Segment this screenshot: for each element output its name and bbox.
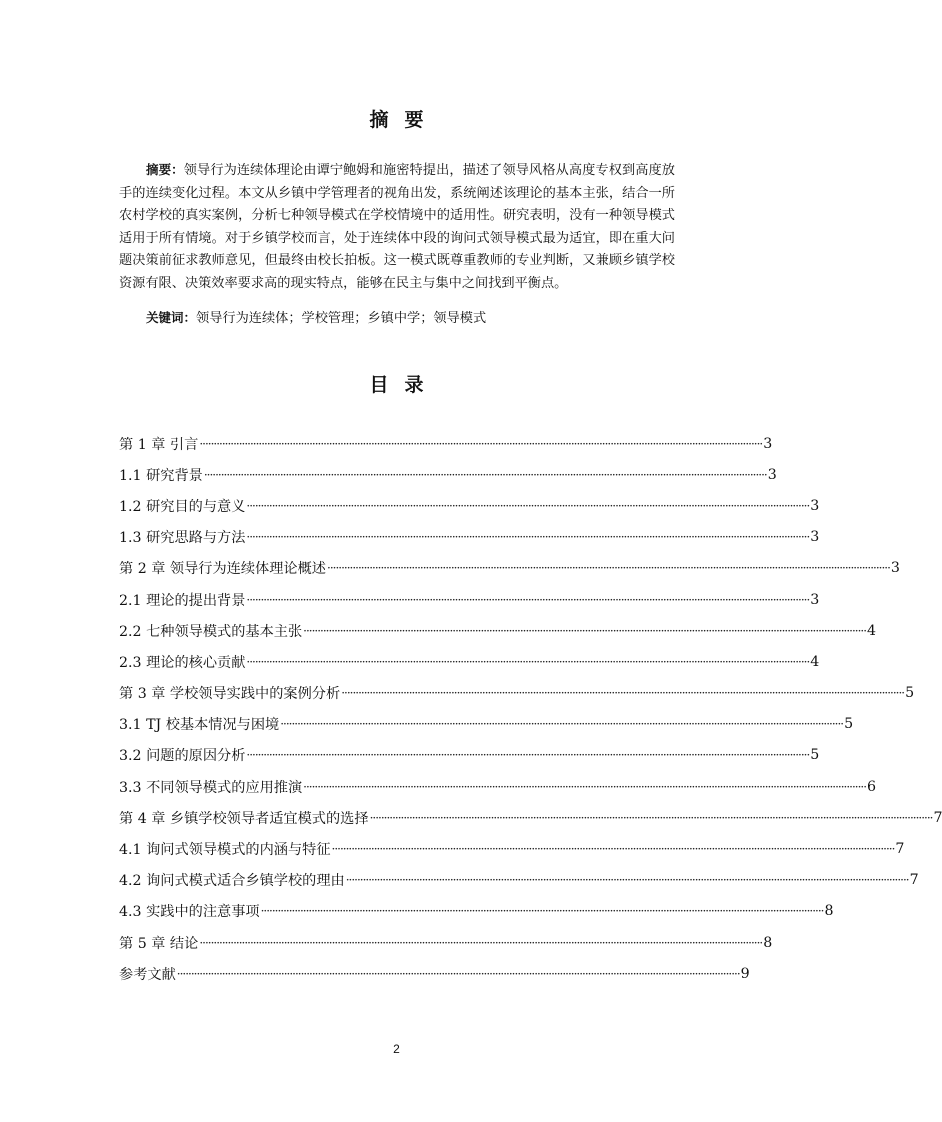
toc-entry-title: 2.2 七种领导模式的基本主张: [119, 621, 303, 641]
abstract-text: 领导行为连续体理论由谭宁鲍姆和施密特提出，描述了领导风格从高度专权到高度放手的连续变化过程。本文从乡镇中学管理者的视角出发，系统阐述该理论的基本主张，结合一所农村学校的真实案例，分析七种领导模式在学校情境中的适用性。研究表明，没有一种领导模式适用于所有情境。对于乡镇学校而言，处于连续体中段的询问式领导模式最为适宜，即在重大问题决策前征求教师意见，但最终由校长拍板。这一模式既尊重教师的专业判断，又兼顾乡镇学校资源有限、决策效率要求高的现实特点，能够在民主与集中之间找到平衡点。: [119, 163, 675, 291]
abstract-paragraph: [119, 159, 675, 295]
toc-entry-page-number: 8: [763, 934, 773, 951]
toc-entry-page-number: 3: [810, 591, 820, 608]
toc-entry[interactable]: [119, 709, 854, 740]
toc-entry-page-number: 7: [933, 809, 942, 826]
toc-dot-leader: ········································································································································································································: [246, 530, 810, 545]
toc-dot-leader: ········································································································································································································: [369, 810, 933, 825]
toc-entry[interactable]: [119, 490, 820, 521]
toc-dot-leader: ········································································································································································································: [246, 654, 810, 669]
toc-entry-title: 1.3 研究思路与方法: [119, 527, 246, 547]
toc-dot-leader: ········································································································································································································: [176, 966, 740, 981]
toc-entry-title: 4.2 询问式模式适合乡镇学校的理由: [119, 870, 346, 890]
abstract-heading-char: 要: [404, 109, 424, 131]
toc-entry-page-number: 4: [867, 622, 877, 639]
toc-entry-page-number: 3: [890, 560, 900, 577]
toc-entry-title: 第 3 章 学校领导实践中的案例分析: [119, 683, 341, 703]
toc-entry-page-number: 3: [763, 435, 773, 452]
toc-entry-title: 4.1 询问式领导模式的内涵与特征: [119, 839, 332, 859]
toc-entry-title: 3.1 TJ 校基本情况与困境: [119, 714, 280, 734]
toc-heading-char: 录: [404, 374, 424, 396]
toc-entry-page-number: 4: [810, 653, 820, 670]
abstract-heading-char: 摘: [369, 109, 389, 131]
toc-dot-leader: ········································································································································································································: [341, 686, 905, 701]
toc-dot-leader: ········································································································································································································: [246, 498, 810, 513]
toc-entry[interactable]: [119, 584, 820, 615]
toc-entry[interactable]: [119, 553, 900, 584]
toc-dot-leader: ········································································································································································································: [203, 467, 767, 482]
toc-dot-leader: ········································································································································································································: [260, 904, 824, 919]
toc-entry-title: 第 5 章 结论: [119, 933, 199, 953]
keywords-label: 关键词：: [146, 310, 197, 325]
toc-dot-leader: ········································································································································································································: [303, 623, 867, 638]
toc-entry[interactable]: [119, 833, 905, 864]
toc-entry-title: 第 4 章 乡镇学校领导者适宜模式的选择: [119, 808, 370, 828]
toc-entry-page-number: 5: [905, 685, 915, 702]
table-of-contents: [119, 428, 942, 989]
toc-entry-page-number: 3: [767, 466, 777, 483]
toc-dot-leader: ········································································································································································································: [199, 436, 763, 451]
toc-heading: [0, 370, 793, 397]
toc-entry-title: 4.3 实践中的注意事项: [119, 901, 261, 921]
toc-entry[interactable]: [119, 428, 773, 459]
toc-dot-leader: ········································································································································································································: [280, 717, 844, 732]
toc-dot-leader: ········································································································································································································: [303, 779, 867, 794]
toc-entry[interactable]: [119, 927, 773, 958]
toc-entry[interactable]: [119, 896, 834, 927]
toc-entry-page-number: 5: [844, 716, 854, 733]
toc-entry[interactable]: [119, 646, 820, 677]
toc-entry[interactable]: [119, 615, 877, 646]
toc-entry-page-number: 3: [810, 529, 820, 546]
toc-entry-title: 2.1 理论的提出背景: [119, 590, 246, 610]
toc-dot-leader: ········································································································································································································: [331, 842, 895, 857]
toc-entry-page-number: 5: [810, 747, 820, 764]
toc-entry[interactable]: [119, 771, 877, 802]
abstract-heading: [0, 105, 793, 132]
abstract-label: 摘要：: [146, 162, 184, 177]
toc-entry-page-number: 7: [895, 841, 905, 858]
toc-heading-char: 目: [369, 374, 389, 396]
toc-dot-leader: ········································································································································································································: [246, 592, 810, 607]
toc-entry-page-number: 3: [810, 497, 820, 514]
toc-dot-leader: ········································································································································································································: [246, 748, 810, 763]
toc-entry-page-number: 7: [909, 872, 919, 889]
toc-entry-title: 1.1 研究背景: [119, 465, 204, 485]
toc-entry[interactable]: [119, 865, 919, 896]
toc-entry[interactable]: [119, 958, 750, 989]
toc-entry-page-number: 9: [740, 965, 750, 982]
toc-entry[interactable]: [119, 678, 915, 709]
toc-entry-title: 第 1 章 引言: [119, 434, 199, 454]
keywords-line: [146, 307, 486, 330]
keywords-text: 领导行为连续体；学校管理；乡镇中学；领导模式: [196, 311, 487, 326]
toc-entry-title: 2.3 理论的核心贡献: [119, 652, 246, 672]
toc-entry-title: 参考文献: [119, 964, 177, 984]
toc-entry-title: 3.2 问题的原因分析: [119, 745, 246, 765]
toc-dot-leader: ········································································································································································································: [327, 561, 890, 576]
toc-entry[interactable]: [119, 522, 820, 553]
toc-entry[interactable]: [119, 802, 942, 833]
toc-entry-title: 1.2 研究目的与意义: [119, 496, 246, 516]
toc-entry[interactable]: [119, 740, 820, 771]
toc-entry-page-number: 6: [867, 778, 877, 795]
toc-entry[interactable]: [119, 459, 777, 490]
toc-dot-leader: ········································································································································································································: [199, 935, 763, 950]
page-number: 2: [393, 1042, 400, 1056]
toc-entry-page-number: 8: [824, 903, 834, 920]
toc-dot-leader: ········································································································································································································: [345, 873, 909, 888]
toc-entry-title: 第 2 章 领导行为连续体理论概述: [119, 558, 327, 578]
toc-entry-title: 3.3 不同领导模式的应用推演: [119, 777, 303, 797]
